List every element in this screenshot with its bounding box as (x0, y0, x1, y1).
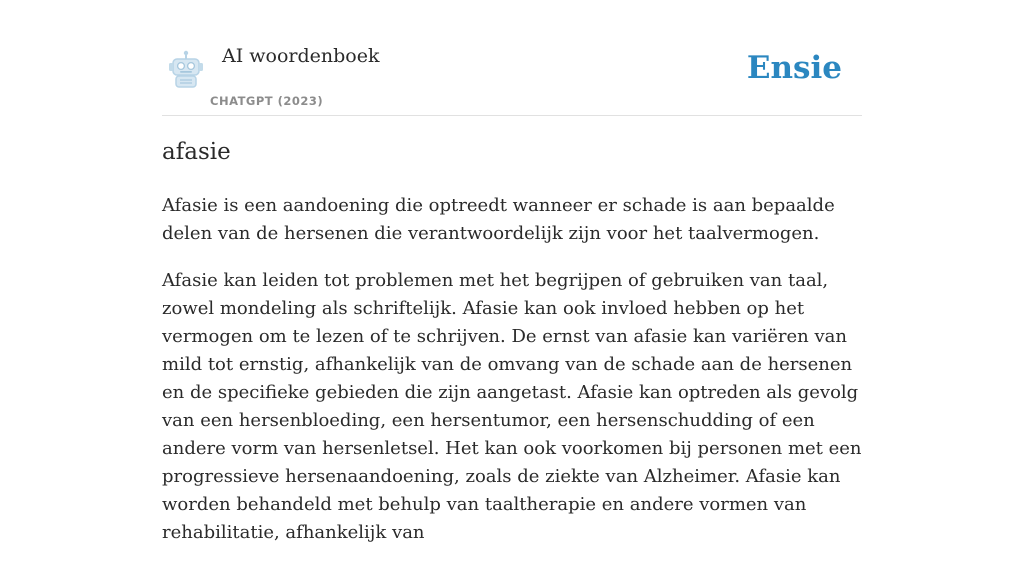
ensie-logo[interactable]: Ensie (746, 50, 842, 86)
definition-paragraph-1: Afasie is een aandoening die optreedt wanneer er schade is aan bepaalde delen van de hersenen die verantwoordelijk zijn voor het taalvermogen. (162, 195, 835, 244)
entry-definition (162, 192, 862, 566)
content-container (162, 0, 862, 543)
robot-icon (166, 50, 206, 90)
source-label: CHATGPT (2023) (210, 94, 324, 108)
dictionary-title[interactable]: AI woordenboek (222, 45, 380, 67)
header (162, 0, 862, 116)
entry-word: afasie (162, 139, 231, 165)
definition-paragraph-2: Afasie kan leiden tot problemen met het begrijpen of gebruiken van taal, zowel mondeling als schriftelijk. Afasie kan ook invloed hebben op het vermogen om te lezen of te schrijven. De ernst van afasie kan variëren van mild tot ernstig, afhankelijk van de omvang van de schade aan de hersenen en de specifieke gebieden die zijn aangetast. Afasie kan optreden als gevolg van een hersenbloeding, een hersentumor, een hersenschudding of een andere vorm van hersenletsel. Het kan ook voorkomen bij personen met een progressieve hersenaandoening, zoals de ziekte van Alzheimer. Afasie kan worden behandeld met behulp van taaltherapie en andere vormen van rehabilitatie, afhankelijk van (162, 270, 862, 543)
